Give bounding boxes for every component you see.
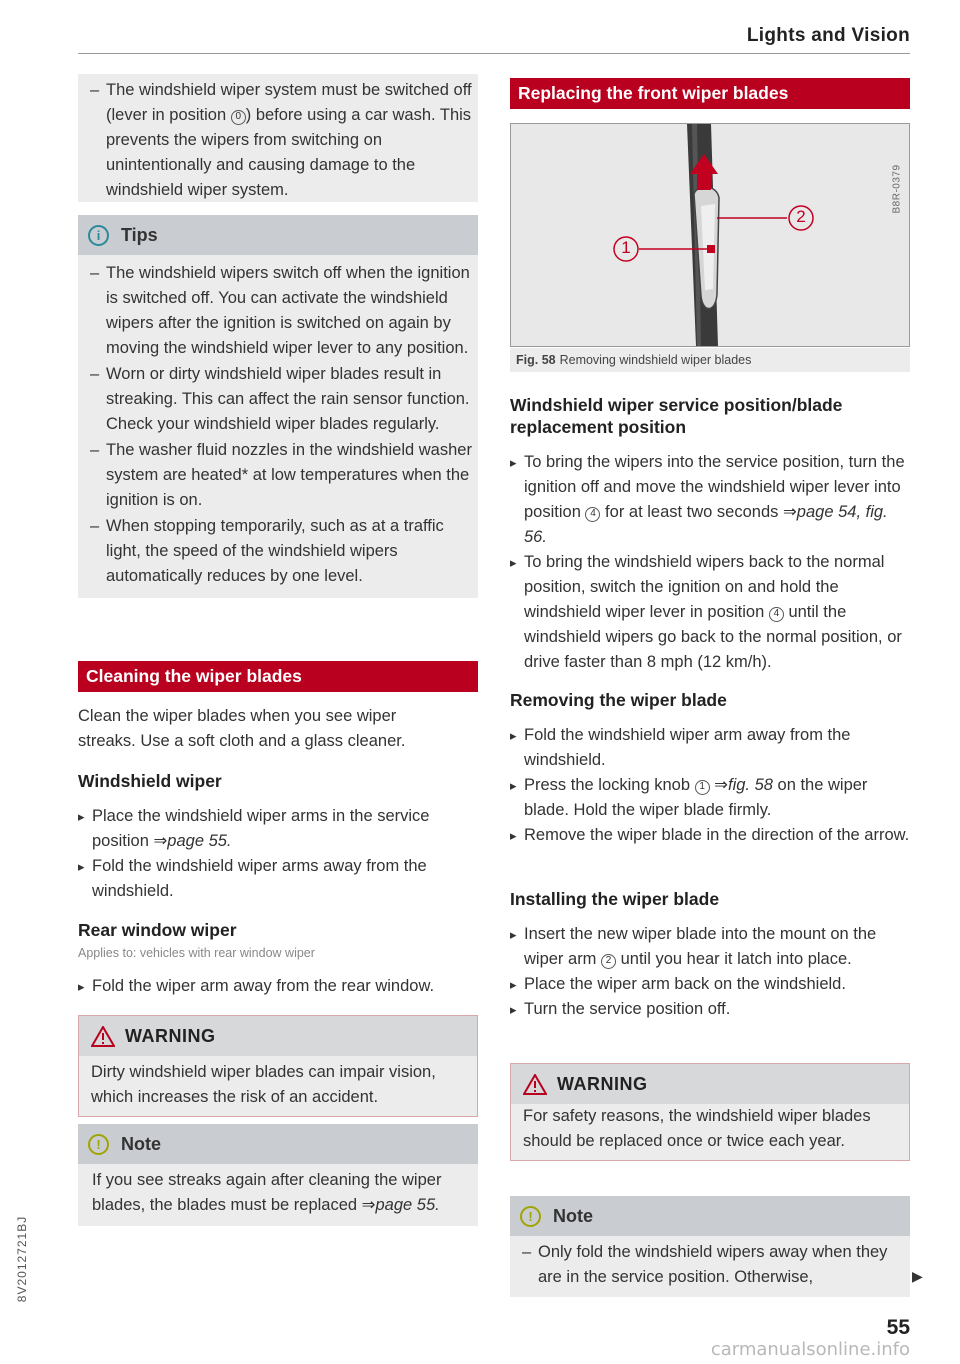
note-text: If you see streaks again after cleaning the wiper blades, the blades must be replaced ⇒page 55. xyxy=(78,1164,478,1226)
warning-text: For safety reasons, the windshield wiper blades should be replaced once or twice each year. xyxy=(523,1107,871,1150)
step-item: ▸ Place the windshield wiper arms in the service position ⇒page 55. xyxy=(78,804,478,854)
knob-4-icon: 4 xyxy=(769,607,784,622)
warning-header xyxy=(79,1016,477,1056)
figure-callout-2: 2 xyxy=(796,207,806,226)
step-item: ▸ Fold the windshield wiper arm away from the windshield. xyxy=(510,723,910,773)
applies-to-note: Applies to: vehicles with rear window wiper xyxy=(78,946,315,960)
tips-body xyxy=(78,255,478,598)
note-item: – Only fold the windshield wipers away when they are in the service position. Otherwise, xyxy=(510,1240,910,1290)
figure-label: Fig. 58 xyxy=(516,353,556,367)
cleaning-intro: Clean the wiper blades when you see wiper streaks. Use a soft cloth and a glass cleaner. xyxy=(78,707,406,750)
step-item: ▸ Insert the new wiper blade into the mount on the wiper arm 2 until you hear it latch into place. xyxy=(510,922,910,972)
info-icon: i xyxy=(88,225,109,246)
warning-triangle-icon xyxy=(523,1074,547,1095)
step-item: ▸ To bring the windshield wipers back to the normal position, switch the ignition on and hold the windshield wiper lever in position 4 until the windshield wipers go back to the normal position, or drive faster than 8 mph (12 km/h). xyxy=(510,550,910,675)
knob-2-icon: 2 xyxy=(601,954,616,969)
note-title: Note xyxy=(121,1133,161,1154)
note-box xyxy=(78,1124,478,1226)
header-rule xyxy=(78,53,910,54)
removing-steps xyxy=(510,723,910,848)
tips-list xyxy=(78,261,478,589)
intro-bullet: – The windshield wiper system must be switched off (lever in position 0 ) before using a car wash. This prevents the wipers from switching on unintentionally and causing damage to the windshield wiper system. xyxy=(78,78,478,203)
service-heading: Windshield wiper service position/blade replacement position xyxy=(510,395,843,437)
exclamation-icon: ! xyxy=(88,1134,109,1155)
document-code: 8V2012721BJ xyxy=(15,1215,29,1303)
cleaning-heading: Cleaning the wiper blades xyxy=(78,661,478,692)
note-body xyxy=(510,1236,910,1297)
knob-0-icon: 0 xyxy=(231,110,246,125)
step-item: ▸ Remove the wiper blade in the direction of the arrow. xyxy=(510,823,910,848)
note-header xyxy=(78,1124,478,1164)
step-item: ▸ Fold the wiper arm away from the rear window. xyxy=(78,974,478,999)
figure-ref-link[interactable]: ⇒fig. 58 xyxy=(709,776,773,794)
tips-item: – The washer fluid nozzles in the windshield washer system are heated* at low temperatures when the ignition is on. xyxy=(78,438,478,513)
service-steps xyxy=(510,450,910,675)
removing-heading: Removing the wiper blade xyxy=(510,690,727,710)
figure-caption: Fig. 58 Removing windshield wiper blades xyxy=(510,348,910,372)
tips-title: Tips xyxy=(121,224,158,245)
figure-callout-1: 1 xyxy=(621,238,631,257)
knob-4-icon: 4 xyxy=(585,507,600,522)
continue-arrow-icon: ▶ xyxy=(912,1268,923,1284)
installing-steps xyxy=(510,922,910,1022)
tips-header xyxy=(78,215,478,255)
rear-wiper-heading: Rear window wiper xyxy=(78,920,237,940)
warning-triangle-icon xyxy=(91,1026,115,1047)
warning-title: WARNING xyxy=(125,1025,216,1046)
page-ref-link[interactable]: ⇒page 55. xyxy=(153,832,232,850)
page-ref-link[interactable]: ⇒page 55. xyxy=(361,1196,440,1214)
windshield-wiper-heading: Windshield wiper xyxy=(78,771,222,791)
rear-wiper-steps xyxy=(78,974,478,999)
intro-box xyxy=(78,74,478,202)
tips-item: – Worn or dirty windshield wiper blades result in streaking. This can affect the rain sensor function. Check your windshield wiper blades regularly. xyxy=(78,362,478,437)
tips-item: – The windshield wipers switch off when the ignition is switched off. You can activate the windshield wipers after the ignition is switched on again by moving the windshield wiper lever to any position. xyxy=(78,261,478,361)
page-ref-link[interactable]: ⇒page 54, fig. 56. xyxy=(524,503,888,546)
step-item: ▸ Fold the windshield wiper arms away from the windshield. xyxy=(78,854,478,904)
step-item: ▸ Place the wiper arm back on the windshield. xyxy=(510,972,910,997)
knob-1-icon: 1 xyxy=(695,780,710,795)
intro-list xyxy=(78,78,478,203)
watermark: carmanualsonline.info xyxy=(710,1339,910,1360)
section-title: Lights and Vision xyxy=(746,25,910,46)
warning-box xyxy=(78,1015,478,1117)
windshield-wiper-steps xyxy=(78,804,478,904)
step-item: ▸ Turn the service position off. xyxy=(510,997,910,1022)
tips-box xyxy=(78,215,478,598)
figure-code: B8R-0379 xyxy=(891,164,903,214)
warning-title: WARNING xyxy=(557,1073,648,1094)
note-box xyxy=(510,1196,910,1297)
note-title: Note xyxy=(553,1205,593,1226)
installing-heading: Installing the wiper blade xyxy=(510,889,720,909)
note-header xyxy=(510,1196,910,1236)
page-number: 55 xyxy=(886,1316,910,1339)
step-item: ▸ Press the locking knob 1 ⇒fig. 58 on the wiper blade. Hold the wiper blade firmly. xyxy=(510,773,910,823)
warning-header xyxy=(511,1064,909,1104)
note-list xyxy=(510,1240,910,1290)
wiper-illustration xyxy=(511,124,909,346)
warning-box xyxy=(510,1063,910,1161)
step-item: ▸ To bring the wipers into the service position, turn the ignition off and move the windshield wiper lever into position 4 for at least two seconds ⇒page 54, fig. 56. xyxy=(510,450,910,550)
warning-text: Dirty windshield wiper blades can impair vision, which increases the risk of an accident. xyxy=(91,1063,436,1106)
exclamation-icon: ! xyxy=(520,1206,541,1227)
tips-item: – When stopping temporarily, such as at a traffic light, the speed of the windshield wipers automatically reduces by one level. xyxy=(78,514,478,589)
figure-58 xyxy=(510,123,910,347)
replacing-heading: Replacing the front wiper blades xyxy=(510,78,910,109)
